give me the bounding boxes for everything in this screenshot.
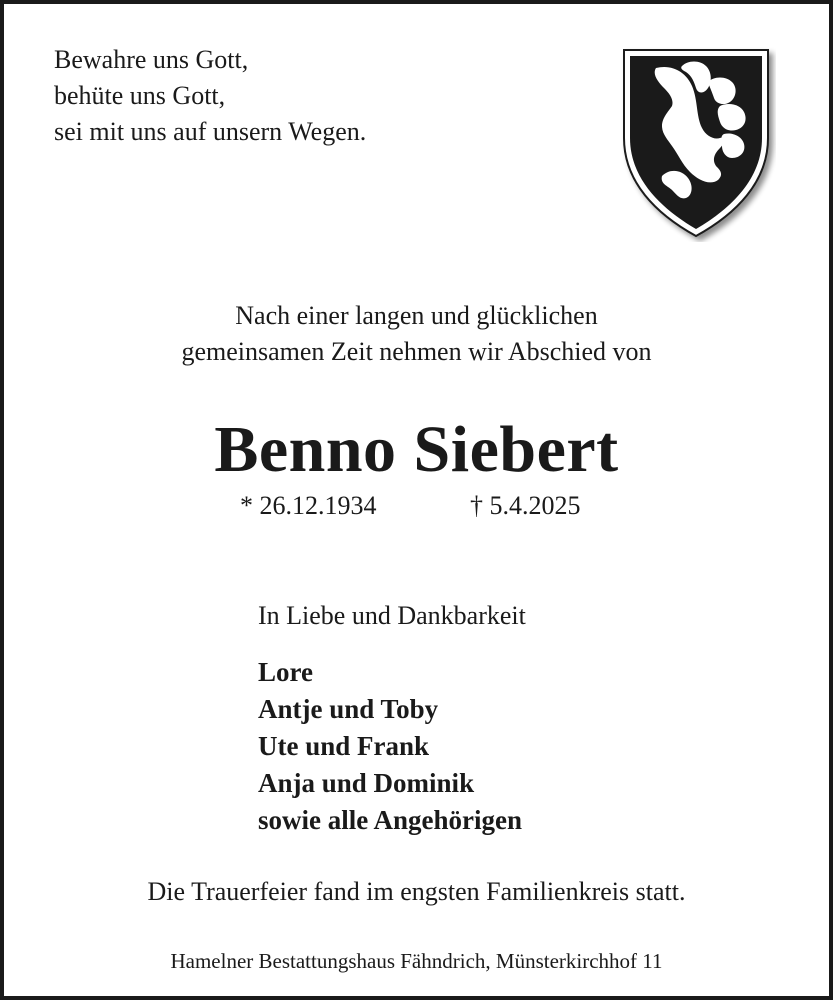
verse-line: Bewahre uns Gott, [54,45,249,74]
death-date: † 5.4.2025 [470,491,581,520]
mourner: Ute und Frank [258,731,430,761]
birth-date: * 26.12.1934 [240,491,377,520]
mourner: Lore [258,657,313,687]
service-note: Die Trauerfeier fand im engsten Familienkreis statt. [147,877,686,906]
coat-of-arms-antler-icon [616,42,776,242]
verse [54,42,366,150]
mourners-list [258,654,522,839]
verse-line: sei mit uns auf unsern Wegen. [54,117,367,146]
verse-line: behüte uns Gott, [54,81,226,110]
mourner: Anja und Dominik [258,768,475,798]
mourner: Antje und Toby [258,694,439,724]
intro-line: Nach einer langen und glücklichen [235,301,598,330]
intro-line: gemeinsamen Zeit nehmen wir Abschied von [181,337,652,366]
undertaker-line: Hamelner Bestattungshaus Fähndrich, Münsterkirchhof 11 [170,949,663,973]
coat-of-arms-antler-icon [616,42,776,242]
mourner: sowie alle Angehörigen [258,805,522,835]
dedication: In Liebe und Dankbarkeit [258,601,526,630]
deceased-name: Benno Siebert [214,413,619,486]
intro-text [4,298,829,370]
